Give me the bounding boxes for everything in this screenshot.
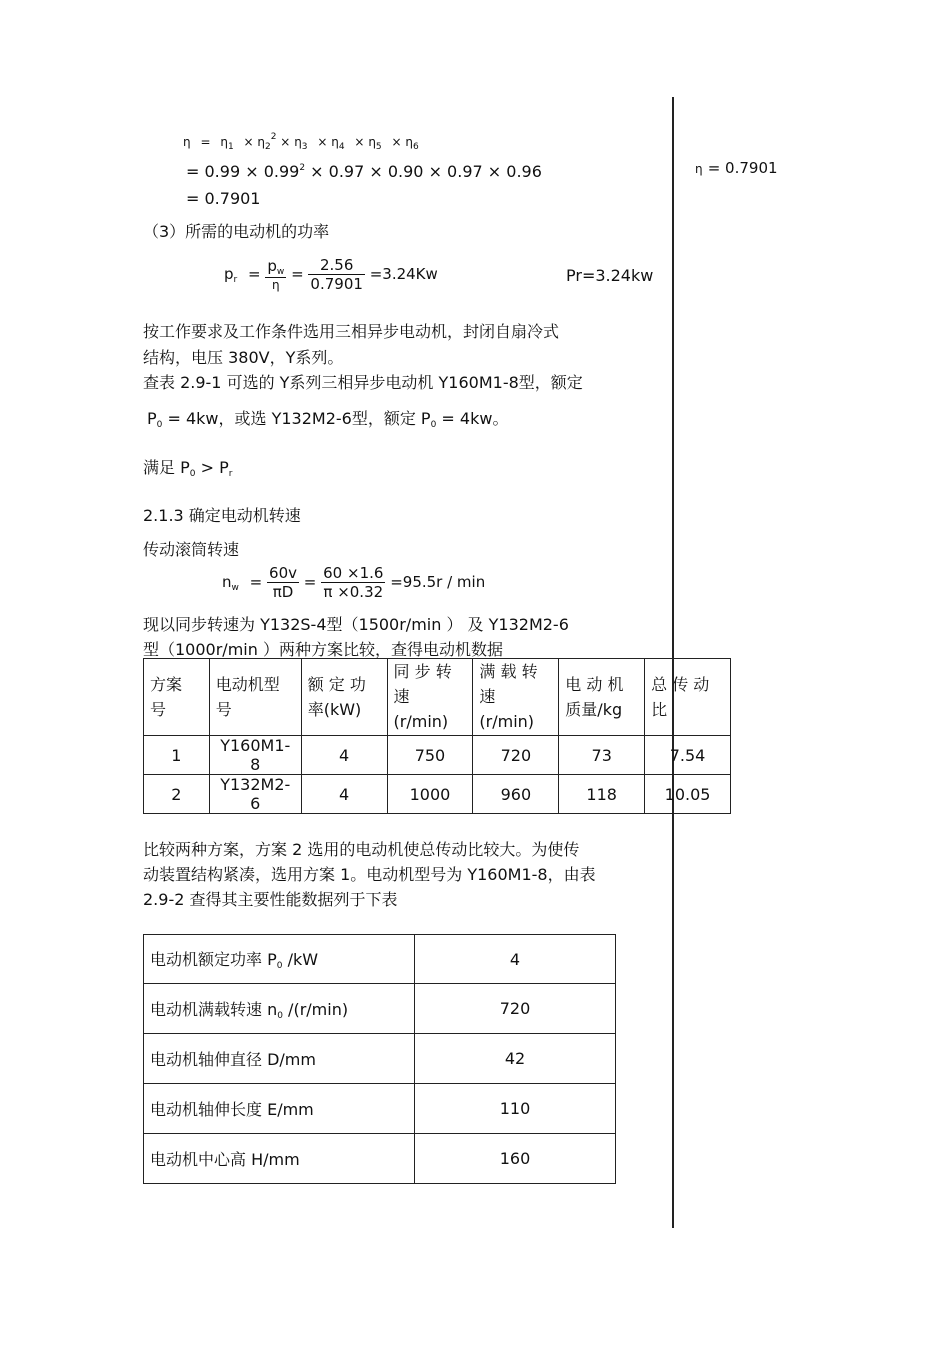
header-cell: 额 定 功 率(kW) — [301, 659, 387, 736]
spec-value: 110 — [415, 1084, 616, 1134]
table-cell: 1 — [144, 736, 210, 775]
spec-value: 720 — [415, 984, 616, 1034]
table-cell: 118 — [559, 775, 645, 814]
table-row — [144, 984, 616, 1034]
speed-fraction-symbolic: $\frac{60v}{\pi D}$ — [269, 564, 297, 601]
compare-line2: 型（1000r/min ）两种方案比较，查得电动机数据 — [143, 640, 503, 659]
table-row — [144, 1084, 616, 1134]
table-cell: 7.54 — [645, 736, 731, 775]
para1-line2: 结构，电压 380V，Y系列。 — [143, 348, 344, 367]
speed-fraction-numeric: $\frac{60 \times 1.6}{\pi \times 0.32}$ — [323, 564, 384, 601]
table-cell: Y160M1-8 — [209, 736, 301, 775]
para2-line3: 2.9-2 查得其主要性能数据列于下表 — [143, 890, 398, 909]
satisfy-condition: 满足 $P_0 > P_r$ — [143, 458, 233, 479]
header-cell: 满 载 转 速 (r/min) — [473, 659, 559, 736]
para1-line3: 查表 2.9-1 可选的 Y系列三相异步电动机 Y160M1-8型，额定 — [143, 373, 583, 392]
header-cell: 电动机型 号 — [209, 659, 301, 736]
step3-title: （3）所需的电动机的功率 — [143, 222, 330, 241]
motor-comparison-table — [143, 658, 731, 814]
para2-line1: 比较两种方案，方案 2 选用的电动机使总传动比较大。为使传 — [143, 840, 580, 859]
para1-line1: 按工作要求及工作条件选用三相异步电动机，封闭自扇冷式 — [143, 322, 560, 341]
table-cell: 4 — [301, 775, 387, 814]
spec-label: 电动机中心高 H/mm — [144, 1134, 415, 1184]
roller-speed-label: 传动滚筒转速 — [143, 540, 240, 559]
table-row — [144, 736, 731, 775]
eta-formula-line3: = 0.7901 — [186, 189, 261, 208]
table-cell: 750 — [387, 736, 473, 775]
header-cell: 电 动 机 质量/kg — [559, 659, 645, 736]
speed-formula: $n_w$ = $\frac{60v}{\pi D}$ = $\frac{60 \times 1.6}{\pi \times 0.32}$ =95.5r / min — [222, 564, 486, 601]
spec-label: 电动机额定功率 $P_0$ /kW — [144, 935, 415, 984]
table-cell: 10.05 — [645, 775, 731, 814]
motor-spec-table — [143, 934, 616, 1184]
eta-formula-line1: $\eta = \eta_1 \times \eta_2^2 \times \eta_3 \times \eta_4 \times \eta_5 \times \eta_6$ — [183, 132, 419, 152]
power-side-result: Pr=3.24kw — [566, 266, 654, 285]
para2-line2: 动装置结构紧凑，选用方案 1。电动机型号为 Y160M1-8，由表 — [143, 865, 596, 884]
table-header-row — [144, 659, 731, 736]
compare-line1: 现以同步转速为 Y132S-4型（1500r/min ） 及 Y132M2-6 — [143, 615, 569, 634]
header-cell: 同 步 转 速 (r/min) — [387, 659, 473, 736]
table-cell: 720 — [473, 736, 559, 775]
table-cell: 4 — [301, 736, 387, 775]
para1-line4: $P_0 = 4kw$，或选 Y132M2-6型，额定 $P_0 = 4kw$。 — [147, 409, 509, 430]
section-heading: 2.1.3 确定电动机转速 — [143, 506, 301, 525]
table-cell: 2 — [144, 775, 210, 814]
eta-side-result: η = 0.7901 — [695, 159, 778, 177]
spec-value: 4 — [415, 935, 616, 984]
table-cell: Y132M2-6 — [209, 775, 301, 814]
table-row — [144, 1134, 616, 1184]
spec-value: 160 — [415, 1134, 616, 1184]
power-formula: $p_r$ = $\frac{p_w}{\eta}$ = $\frac{2.56}{0.7901}$ =3.24Kw — [224, 256, 438, 293]
table-row — [144, 935, 616, 984]
spec-value: 42 — [415, 1034, 616, 1084]
spec-label: 电动机满载转速 $n_0$ /(r/min) — [144, 984, 415, 1034]
table-cell: 1000 — [387, 775, 473, 814]
header-cell: 总 传 动 比 — [645, 659, 731, 736]
header-cell: 方案 号 — [144, 659, 210, 736]
power-fraction-numeric: $\frac{2.56}{0.7901}$ — [310, 256, 363, 293]
power-fraction-symbolic: $\frac{p_w}{\eta}$ — [267, 257, 285, 292]
spec-label: 电动机轴伸直径 D/mm — [144, 1034, 415, 1084]
table-cell: 73 — [559, 736, 645, 775]
table-row — [144, 775, 731, 814]
eta-formula-line2: = $0.99 \times 0.99^2 \times 0.97 \times 0.90 \times 0.97 \times 0.96$ — [186, 162, 542, 181]
table-row — [144, 1034, 616, 1084]
table-cell: 960 — [473, 775, 559, 814]
spec-label: 电动机轴伸长度 E/mm — [144, 1084, 415, 1134]
